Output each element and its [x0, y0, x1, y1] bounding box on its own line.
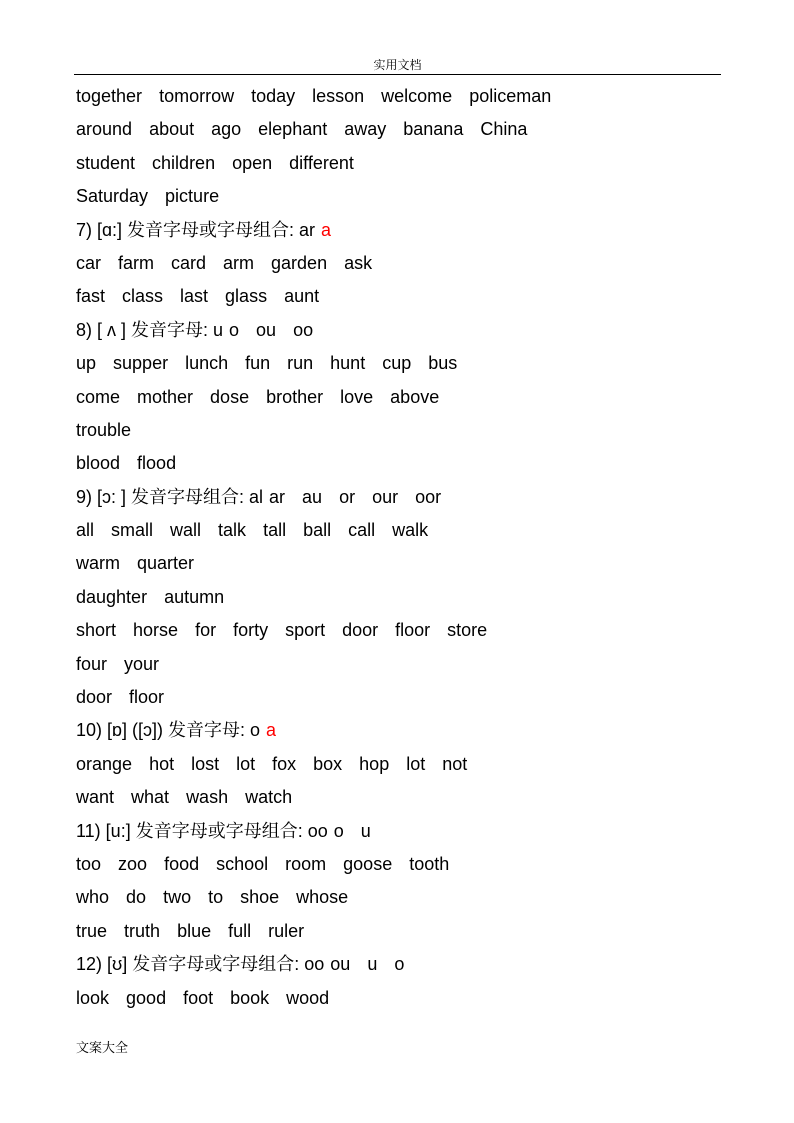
- word: lot: [236, 753, 256, 774]
- word: full: [228, 920, 252, 941]
- letter-pattern: or: [339, 486, 356, 507]
- phonetic-heading: [76, 481, 726, 514]
- word: arm: [223, 252, 255, 273]
- word-row: [76, 648, 726, 681]
- word: watch: [245, 787, 293, 808]
- word: warm: [76, 553, 120, 574]
- word: box: [313, 753, 343, 774]
- word-row: [76, 915, 726, 948]
- word: Saturday: [76, 186, 149, 207]
- word: together: [76, 86, 143, 106]
- word: blood: [76, 453, 121, 474]
- word: horse: [133, 620, 179, 641]
- phonetic-label: 10) [ɒ] ([ɔ]) 发音字母: o: [76, 720, 261, 741]
- phonetic-heading: [76, 314, 726, 347]
- word: about: [149, 119, 195, 140]
- word: above: [390, 386, 440, 407]
- word: run: [287, 353, 314, 374]
- word: welcome: [381, 86, 453, 106]
- word: children: [152, 152, 216, 173]
- word-row: [76, 848, 726, 881]
- word: book: [230, 987, 270, 1008]
- word-row: [76, 381, 726, 414]
- word: fast: [76, 286, 106, 307]
- word: dose: [210, 386, 250, 407]
- word: truth: [124, 920, 161, 941]
- word: do: [126, 887, 147, 908]
- word: walk: [392, 520, 429, 541]
- word: garden: [271, 252, 328, 273]
- letter-pattern: au: [302, 486, 323, 507]
- word: supper: [113, 353, 169, 374]
- letter-pattern: oor: [415, 486, 442, 507]
- word: your: [124, 653, 160, 674]
- word: trouble: [76, 419, 132, 440]
- word: hot: [149, 753, 175, 774]
- word: China: [480, 119, 528, 140]
- word-row: [76, 414, 726, 447]
- word: policeman: [469, 86, 552, 106]
- letter-pattern: u: [360, 820, 371, 841]
- word: lunch: [185, 353, 229, 374]
- word: away: [344, 119, 387, 140]
- word: last: [180, 286, 209, 307]
- word: hunt: [330, 353, 366, 374]
- word: orange: [76, 753, 133, 774]
- word: talk: [218, 520, 247, 541]
- word: come: [76, 386, 121, 407]
- word: true: [76, 920, 108, 941]
- page-footer: [76, 1041, 128, 1057]
- word: love: [340, 386, 374, 407]
- word: food: [164, 853, 200, 874]
- word: too: [76, 853, 102, 874]
- word: mother: [137, 386, 194, 407]
- word: door: [342, 620, 379, 641]
- page-header: [74, 57, 721, 75]
- word: short: [76, 620, 117, 641]
- word-row: [76, 113, 726, 146]
- word: want: [76, 787, 115, 808]
- word: ask: [344, 252, 373, 273]
- word: car: [76, 252, 102, 273]
- letter-pattern: o: [229, 319, 240, 340]
- word-row: [76, 347, 726, 380]
- word: tall: [263, 520, 287, 541]
- word: ago: [211, 119, 242, 140]
- word-row: [76, 581, 726, 614]
- word: quarter: [137, 553, 195, 574]
- word: autumn: [164, 586, 225, 607]
- word: elephant: [258, 119, 328, 140]
- phonetic-label: 9) [ɔ: ] 发音字母组合: al: [76, 486, 264, 507]
- word: lesson: [312, 86, 365, 106]
- header-title: 实用文档: [373, 58, 422, 72]
- word: fun: [245, 353, 271, 374]
- word-row: [76, 514, 726, 547]
- word: whose: [296, 887, 349, 908]
- word-row: [76, 447, 726, 480]
- word: shoe: [240, 887, 280, 908]
- word-list: [76, 80, 726, 1015]
- word: who: [76, 887, 110, 908]
- word: cup: [382, 353, 412, 374]
- word: wood: [286, 987, 330, 1008]
- word-row: [76, 881, 726, 914]
- word: good: [126, 987, 167, 1008]
- letter-pattern: ou: [330, 954, 351, 975]
- letter-pattern: oo: [293, 319, 314, 340]
- word: class: [122, 286, 164, 307]
- letter-pattern: o: [333, 820, 344, 841]
- word: what: [131, 787, 170, 808]
- word: farm: [118, 252, 155, 273]
- word: foot: [183, 987, 214, 1008]
- word: bus: [428, 353, 458, 374]
- word: tomorrow: [159, 86, 235, 106]
- word: banana: [403, 119, 464, 140]
- word: goose: [343, 853, 393, 874]
- word: floor: [395, 620, 431, 641]
- word: up: [76, 353, 97, 374]
- word: forty: [233, 620, 269, 641]
- word-row: [76, 614, 726, 647]
- word: lost: [191, 753, 220, 774]
- word: glass: [225, 286, 268, 307]
- word: flood: [137, 453, 177, 474]
- letter-pattern: u: [367, 954, 378, 975]
- word: school: [216, 853, 269, 874]
- word: not: [442, 753, 468, 774]
- word: wall: [170, 520, 202, 541]
- word-row: [76, 547, 726, 580]
- word-row: [76, 280, 726, 313]
- word: around: [76, 119, 133, 140]
- word: tooth: [409, 853, 450, 874]
- word: to: [208, 887, 224, 908]
- word: all: [76, 520, 95, 541]
- word: daughter: [76, 586, 148, 607]
- word-row: [76, 748, 726, 781]
- word: ruler: [268, 920, 305, 941]
- word: open: [232, 152, 273, 173]
- word: ball: [303, 520, 332, 541]
- word-row: [76, 80, 726, 113]
- word: store: [447, 620, 488, 641]
- phonetic-label: 8) [ ʌ ] 发音字母: u: [76, 319, 224, 340]
- word-row: [76, 180, 726, 213]
- phonetic-label: 11) [u:] 发音字母或字母组合: oo: [76, 820, 328, 841]
- word: four: [76, 653, 108, 674]
- letter-pattern: ou: [256, 319, 277, 340]
- word: aunt: [284, 286, 320, 307]
- word: card: [171, 252, 207, 273]
- word: room: [285, 853, 327, 874]
- word: for: [195, 620, 217, 641]
- word: look: [76, 987, 110, 1008]
- letter-pattern: ar: [269, 486, 286, 507]
- word-row: [76, 247, 726, 280]
- letter-pattern: a: [266, 720, 277, 741]
- word: hop: [359, 753, 390, 774]
- phonetic-heading: [76, 214, 726, 247]
- word-row: [76, 147, 726, 180]
- word: fox: [272, 753, 297, 774]
- phonetic-label: 12) [ʊ] 发音字母或字母组合: oo: [76, 954, 325, 975]
- word: lot: [406, 753, 426, 774]
- word: today: [251, 86, 296, 106]
- word: door: [76, 687, 113, 708]
- word: different: [289, 152, 354, 173]
- letter-pattern: o: [394, 954, 405, 975]
- phonetic-heading: [76, 815, 726, 848]
- phonetic-label: 7) [ɑ:] 发音字母或字母组合: ar: [76, 219, 316, 240]
- footer-text: 文案大全: [76, 1041, 129, 1056]
- phonetic-heading: [76, 948, 726, 981]
- word: brother: [266, 386, 324, 407]
- word-row: [76, 781, 726, 814]
- word: picture: [165, 186, 220, 207]
- letter-pattern: our: [372, 486, 399, 507]
- word: call: [348, 520, 376, 541]
- word: blue: [177, 920, 212, 941]
- word: wash: [186, 787, 229, 808]
- phonetic-heading: [76, 714, 726, 747]
- word: zoo: [118, 853, 148, 874]
- word: two: [163, 887, 192, 908]
- letter-pattern: a: [321, 219, 332, 240]
- word-row: [76, 681, 726, 714]
- word: floor: [129, 687, 165, 708]
- word: student: [76, 152, 136, 173]
- word-row: [76, 982, 726, 1015]
- word: sport: [285, 620, 326, 641]
- word: small: [111, 520, 154, 541]
